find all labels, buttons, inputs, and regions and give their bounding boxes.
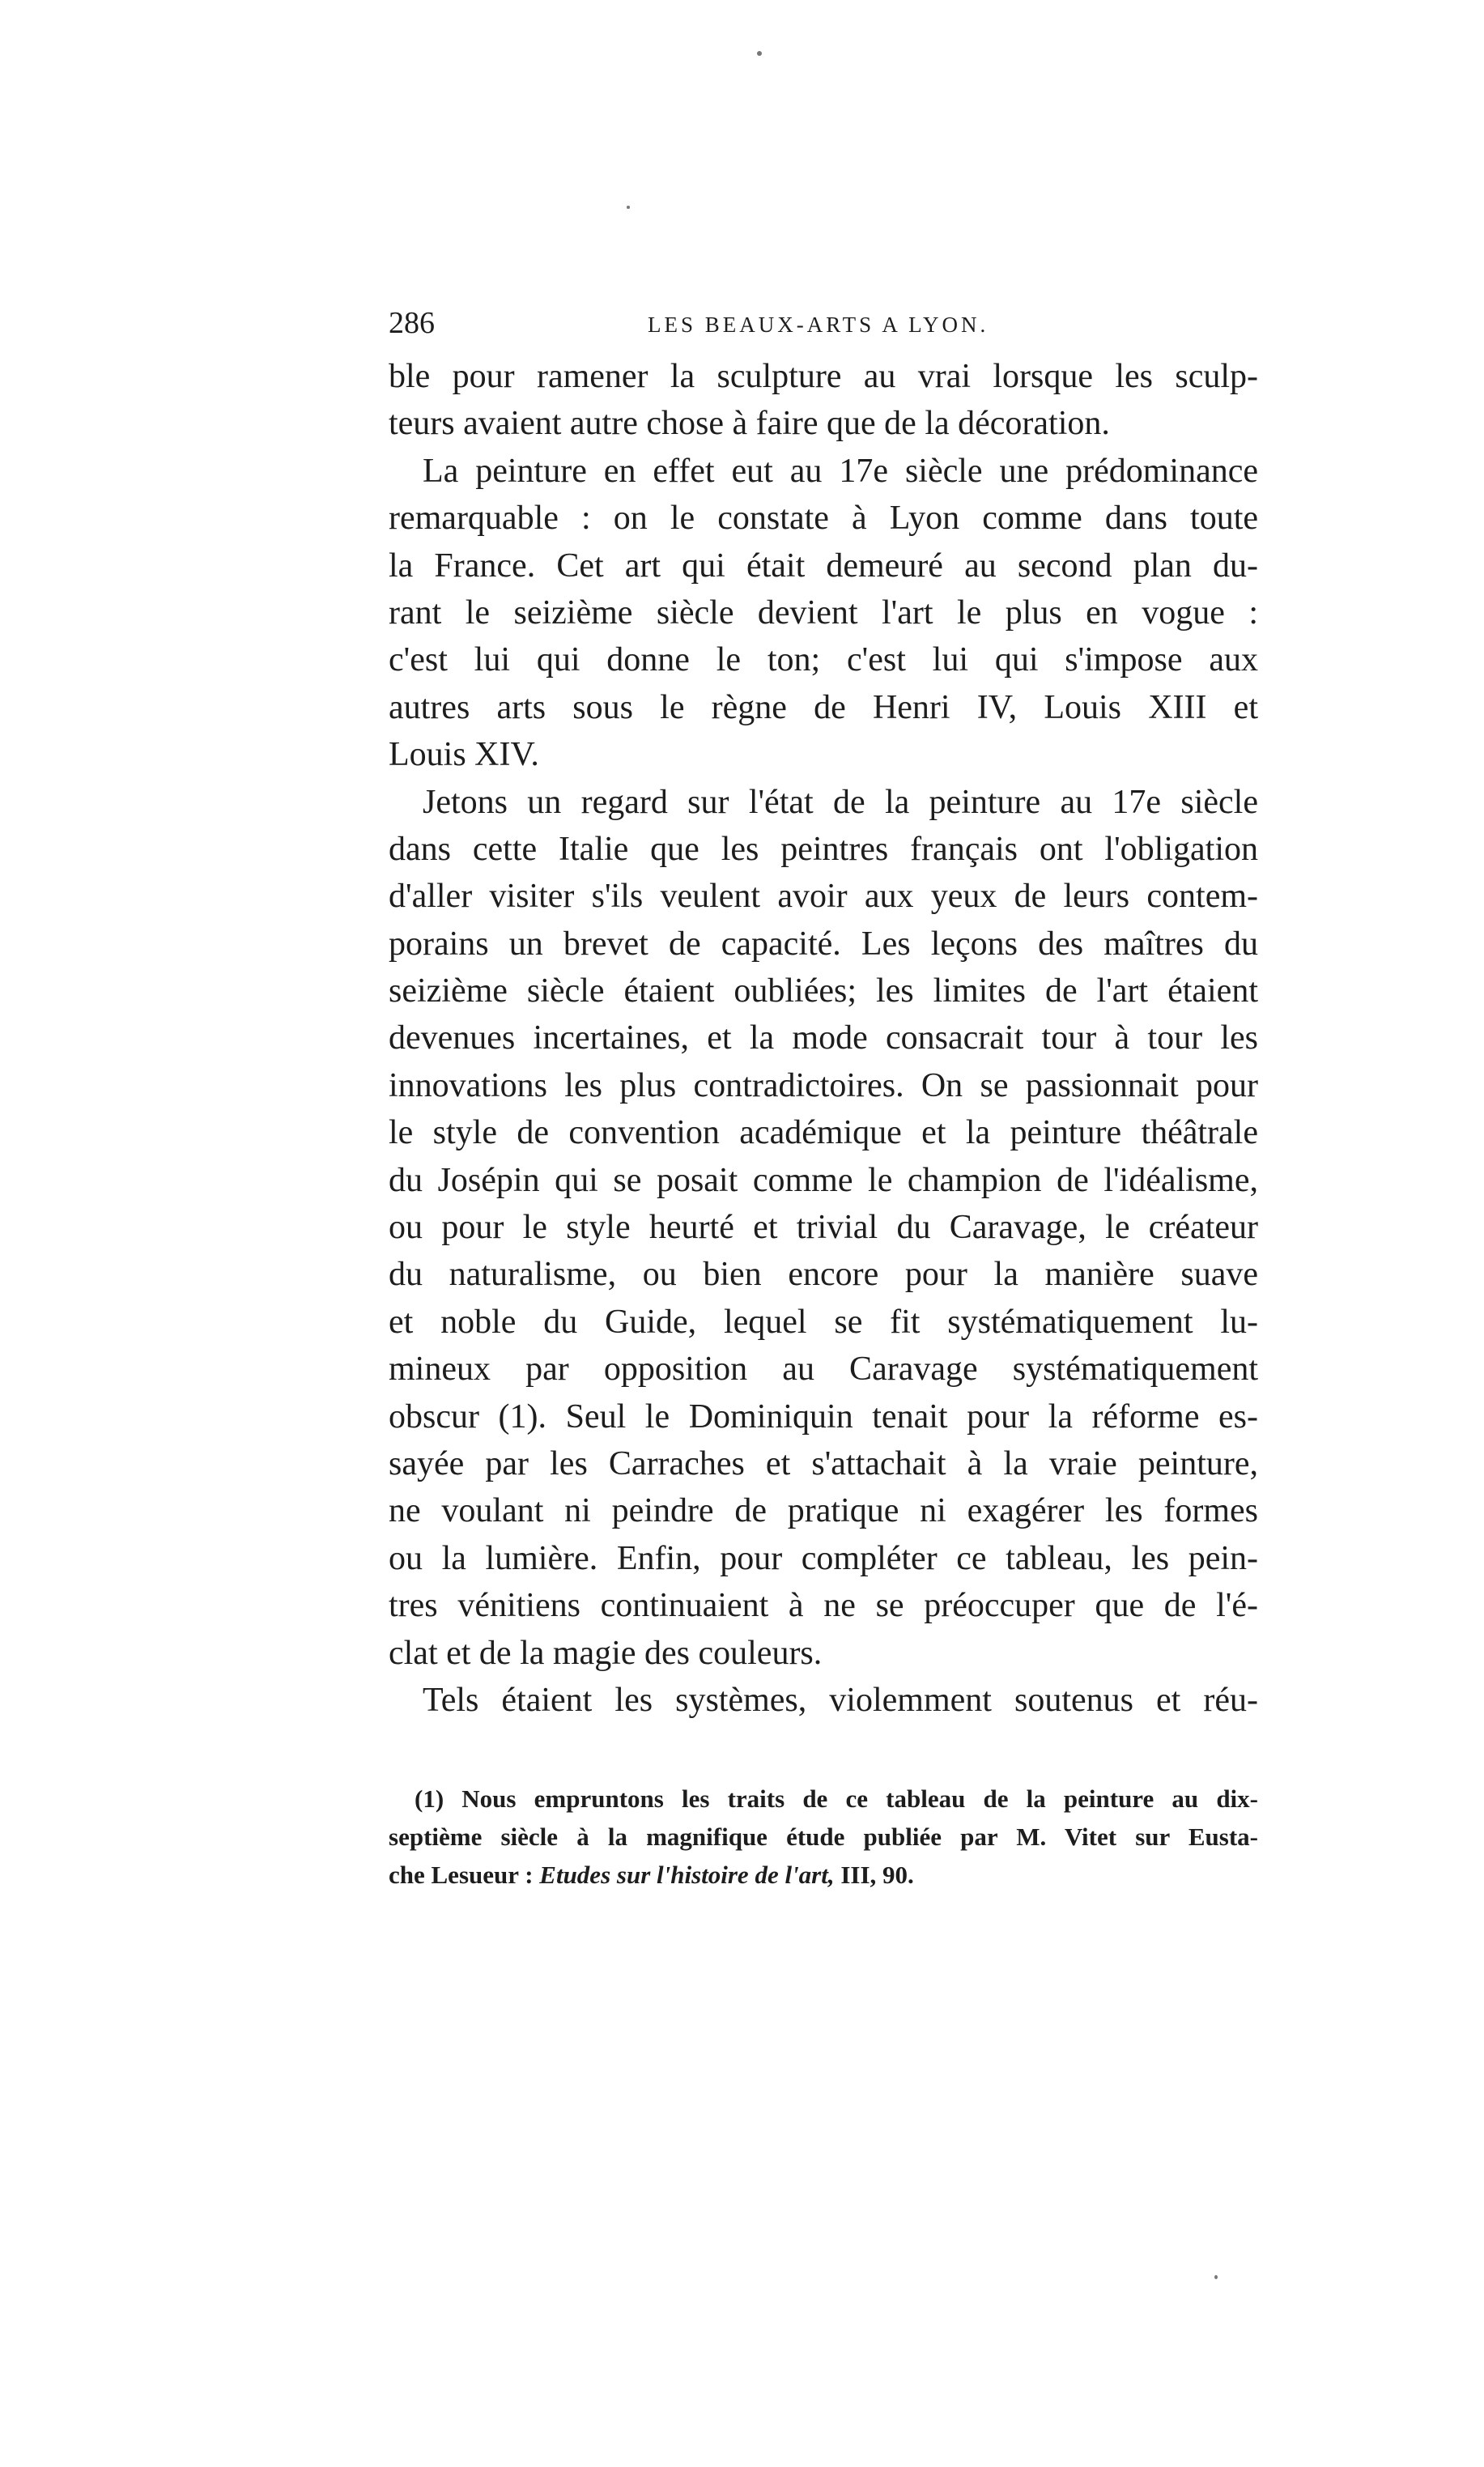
text-line: du Josépin qui se posait comme le champion de l'idéalisme, (389, 1161, 1258, 1199)
text-line: obscur (1). Seul le Dominiquin tenait pour la réforme es- (389, 1397, 1258, 1436)
footnote (389, 1780, 1258, 1894)
text-line: devenues incertaines, et la mode consacrait tour à tour les (389, 1019, 1258, 1057)
text-line: innovations les plus contradictoires. On se passionnait pour (389, 1066, 1258, 1104)
text-line: ne voulant ni peindre de pratique ni exagérer les formes (389, 1492, 1258, 1530)
body-text (389, 353, 1258, 1724)
paper-speck (627, 206, 630, 209)
running-title: LES BEAUX-ARTS A LYON. (648, 313, 989, 337)
text-line: dans cette Italie que les peintres français ont l'obligation (389, 830, 1258, 868)
text-line: Tels étaient les systèmes, violemment soutenus et réu- (423, 1681, 1258, 1719)
footnote-line: septième siècle à la magnifique étude publiée par M. Vitet sur Eusta- (389, 1823, 1258, 1851)
text-line: et noble du Guide, lequel se fit systématiquement lu- (389, 1303, 1258, 1341)
text-line: Jetons un regard sur l'état de la peinture au 17e siècle (423, 783, 1258, 821)
page-number: 286 (389, 306, 435, 340)
footnote-text: che Lesueur : (389, 1861, 540, 1889)
footnote-text: III, 90. (834, 1861, 914, 1889)
text-line: Louis XIV. (389, 736, 539, 774)
text-line: autres arts sous le règne de Henri IV, Louis XIII et (389, 688, 1258, 726)
text-line: remarquable : on le constate à Lyon comme dans toute (389, 500, 1258, 538)
text-line: tres vénitiens continuaient à ne se préoccuper que de l'é- (389, 1587, 1258, 1625)
text-line: rant le seizième siècle devient l'art le plus en vogue : (389, 593, 1258, 632)
footnote-line: (1) Nous empruntons les traits de ce tableau de la peinture au dix- (415, 1784, 1258, 1813)
text-line: sayée par les Carraches et s'attachait à la vraie peinture, (389, 1444, 1258, 1482)
text-line: La peinture en effet eut au 17e siècle une prédominance (423, 452, 1258, 490)
text-line: porains un brevet de capacité. Les leçons des maîtres du (389, 925, 1258, 963)
text-line: seizième siècle étaient oubliées; les limites de l'art étaient (389, 972, 1258, 1010)
text-line: clat et de la magie des couleurs. (389, 1634, 823, 1672)
text-line: le style de convention académique et la peinture théâtrale (389, 1114, 1258, 1152)
text-line: c'est lui qui donne le ton; c'est lui qui s'impose aux (389, 641, 1258, 679)
text-line: mineux par opposition au Caravage systématiquement (389, 1350, 1258, 1389)
text-line: ble pour ramener la sculpture au vrai lorsque les sculp- (389, 358, 1258, 395)
footnote-work-title: Etudes sur l'histoire de l'art, (539, 1861, 835, 1889)
paper-speck (757, 51, 762, 56)
text-line: du naturalisme, ou bien encore pour la manière suave (389, 1256, 1258, 1294)
text-line: la France. Cet art qui était demeuré au second plan du- (389, 547, 1258, 585)
footnote-line (389, 1856, 1258, 1894)
text-line: ou la lumière. Enfin, pour compléter ce tableau, les pein- (389, 1539, 1258, 1577)
running-head (389, 303, 1279, 343)
text-line: teurs avaient autre chose à faire que de la décoration. (389, 405, 1110, 443)
paper-speck (1214, 2275, 1218, 2279)
text-line: ou pour le style heurté et trivial du Caravage, le créateur (389, 1209, 1258, 1247)
text-line: d'aller visiter s'ils veulent avoir aux yeux de leurs contem- (389, 878, 1258, 916)
